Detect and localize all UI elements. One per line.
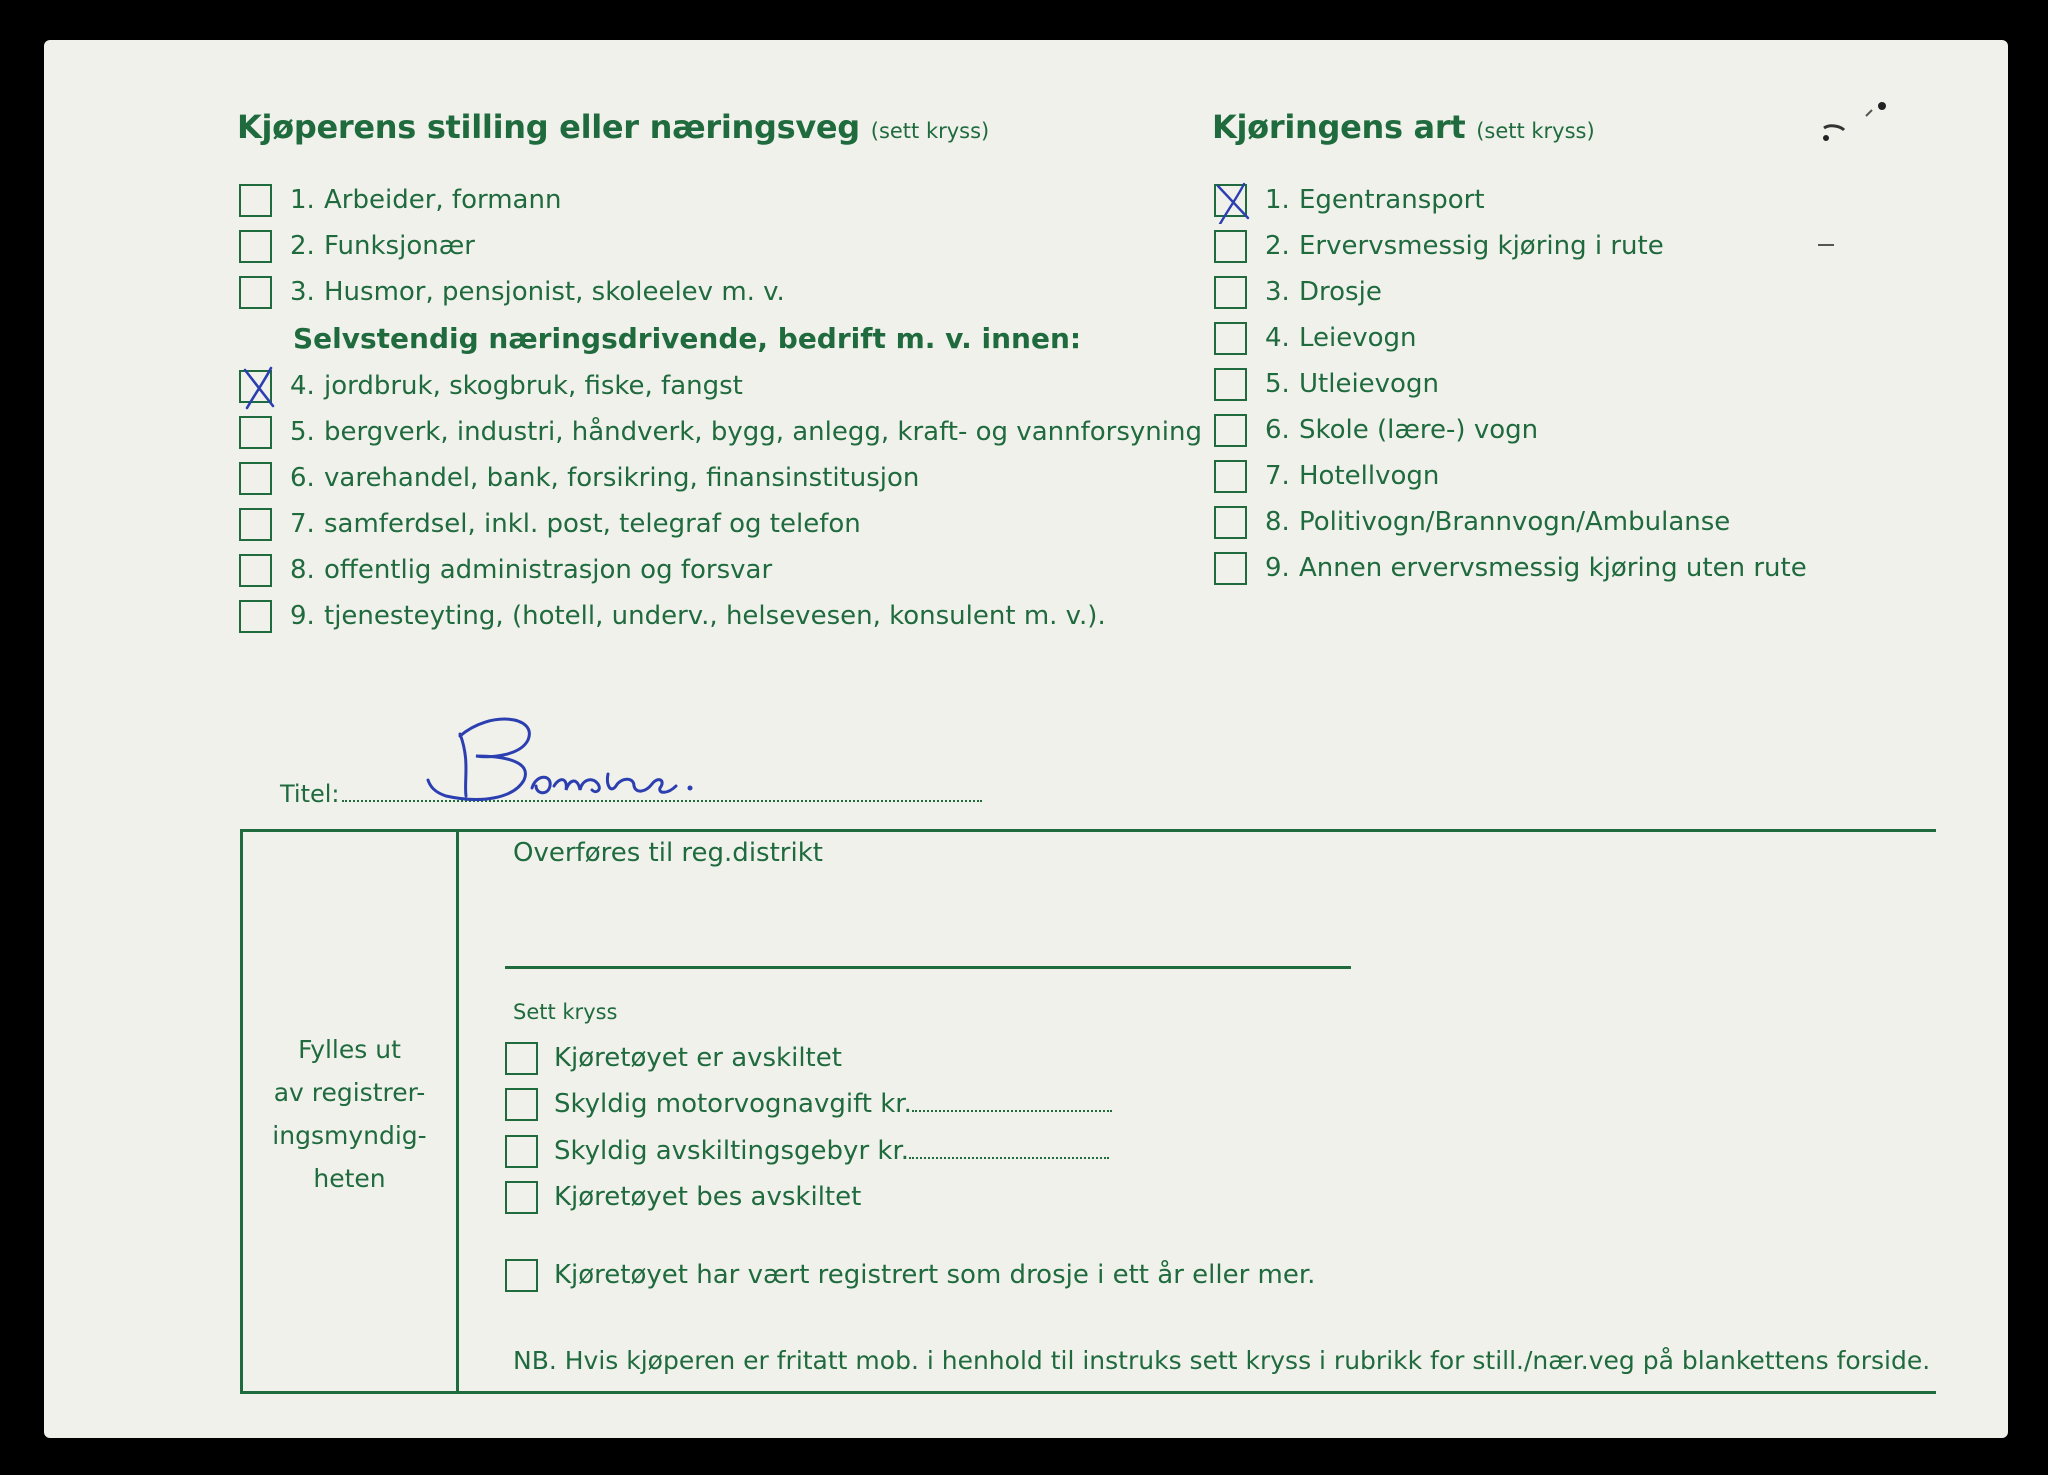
- checkbox-checked[interactable]: [1214, 184, 1247, 217]
- option-label: Kjøretøyet er avskiltet: [554, 1043, 842, 1073]
- checkbox[interactable]: [1214, 276, 1247, 309]
- checkbox[interactable]: [239, 230, 272, 263]
- option-label: 9. Annen ervervsmessig kjøring uten rute: [1265, 553, 1807, 583]
- option-label: 3. Drosje: [1265, 277, 1382, 307]
- registry-check-deregistered[interactable]: [505, 1039, 842, 1077]
- driving-option-3[interactable]: [1214, 273, 1382, 311]
- occupation-option-2[interactable]: [239, 227, 475, 265]
- registry-check-plate-fee[interactable]: [505, 1132, 1109, 1170]
- driving-option-4[interactable]: [1214, 319, 1417, 357]
- checkbox[interactable]: [505, 1181, 538, 1214]
- registry-side-label: [243, 1028, 456, 1200]
- driving-option-6[interactable]: [1214, 411, 1538, 449]
- registry-check-taxi-history[interactable]: [505, 1256, 1315, 1294]
- checkbox[interactable]: [1214, 322, 1247, 355]
- ink-blot-mark: [1820, 98, 1900, 148]
- transfer-district-line[interactable]: [505, 966, 1351, 969]
- checkbox[interactable]: [239, 600, 272, 633]
- handwritten-x-mark-icon: [239, 366, 279, 410]
- amount-dotted-line: [909, 1141, 1109, 1159]
- checkbox[interactable]: [239, 184, 272, 217]
- option-label: 6. varehandel, bank, forsikring, finansinstitusjon: [290, 463, 920, 493]
- driving-option-5[interactable]: [1214, 365, 1439, 403]
- option-label: Skyldig avskiltingsgebyr kr.: [554, 1136, 1109, 1166]
- sett-kryss-label: Sett kryss: [513, 1000, 618, 1024]
- occupation-title-text: Kjøperens stilling eller næringsveg: [237, 108, 860, 146]
- side-label-line: ingsmyndig-: [272, 1121, 427, 1150]
- registry-check-request-deregister[interactable]: [505, 1178, 861, 1216]
- occupation-option-1[interactable]: [239, 181, 561, 219]
- side-label-line: heten: [313, 1164, 386, 1193]
- occupation-option-6[interactable]: [239, 459, 919, 497]
- checkbox[interactable]: [505, 1135, 538, 1168]
- occupation-option-5[interactable]: [239, 413, 1202, 451]
- option-label: 6. Skole (lære-) vogn: [1265, 415, 1539, 445]
- checkbox[interactable]: [505, 1042, 538, 1075]
- panel-divider: [456, 832, 459, 1391]
- checkbox[interactable]: [1214, 368, 1247, 401]
- option-label: 1. Egentransport: [1265, 185, 1485, 215]
- driving-type-section-title: [1212, 108, 1595, 146]
- option-label: 2. Ervervsmessig kjøring i rute: [1265, 231, 1664, 261]
- checkbox[interactable]: [239, 416, 272, 449]
- transfer-district-label: Overføres til reg.distrikt: [513, 838, 823, 868]
- driving-type-title-text: Kjøringens art: [1212, 108, 1466, 146]
- option-label: 7. samferdsel, inkl. post, telegraf og telefon: [290, 509, 861, 539]
- nb-note: NB. Hvis kjøperen er fritatt mob. i henhold til instruks sett kryss i rubrikk for still./nær.veg på blankettens forside.: [513, 1346, 1931, 1375]
- driving-option-2[interactable]: [1214, 227, 1664, 265]
- option-label: 4. jordbruk, skogbruk, fiske, fangst: [290, 371, 743, 401]
- checkbox[interactable]: [1214, 460, 1247, 493]
- driving-option-7[interactable]: [1214, 457, 1439, 495]
- occupation-section-title: [237, 108, 989, 146]
- amount-dotted-line: [912, 1094, 1112, 1112]
- driving-option-1[interactable]: [1214, 181, 1485, 219]
- occupation-option-3[interactable]: [239, 273, 785, 311]
- registry-check-motor-tax[interactable]: [505, 1085, 1112, 1123]
- driving-option-9[interactable]: [1214, 549, 1807, 587]
- checkbox[interactable]: [1214, 552, 1247, 585]
- titel-label: Titel:: [280, 780, 340, 808]
- checkbox-checked[interactable]: [239, 370, 272, 403]
- occupation-option-9[interactable]: [239, 597, 1106, 635]
- handwritten-titel-value: [420, 700, 780, 810]
- occupation-option-4[interactable]: [239, 367, 743, 405]
- occupation-option-8[interactable]: [239, 551, 772, 589]
- option-label: 5. Utleievogn: [1265, 369, 1439, 399]
- occupation-title-note: (sett kryss): [870, 119, 990, 143]
- option-label: 1. Arbeider, formann: [290, 185, 562, 215]
- driving-option-8[interactable]: [1214, 503, 1730, 541]
- checkbox[interactable]: [239, 508, 272, 541]
- driving-type-title-note: (sett kryss): [1476, 119, 1595, 143]
- checkbox[interactable]: [505, 1088, 538, 1121]
- option-label: 8. offentlig administrasjon og forsvar: [290, 555, 773, 585]
- checkbox[interactable]: [1214, 230, 1247, 263]
- option-label: Kjøretøyet bes avskiltet: [554, 1182, 862, 1212]
- option-label: 8. Politivogn/Brannvogn/Ambulanse: [1265, 507, 1731, 537]
- option-label: Skyldig motorvognavgift kr.: [554, 1089, 1112, 1119]
- stray-mark: [1818, 244, 1834, 246]
- checkbox[interactable]: [1214, 414, 1247, 447]
- side-label-line: av registrer-: [273, 1078, 426, 1107]
- option-label: 2. Funksjonær: [290, 231, 475, 261]
- option-label: 7. Hotellvogn: [1265, 461, 1440, 491]
- handwritten-x-mark-icon: [1214, 180, 1254, 224]
- checkbox[interactable]: [1214, 506, 1247, 539]
- checkbox[interactable]: [239, 554, 272, 587]
- form-sheet: [44, 40, 2008, 1438]
- checkbox[interactable]: [505, 1259, 538, 1292]
- occupation-option-7[interactable]: [239, 505, 861, 543]
- option-label: 5. bergverk, industri, håndverk, bygg, anlegg, kraft- og vannforsyning: [290, 417, 1202, 447]
- option-label: 9. tjenesteyting, (hotell, underv., helsevesen, konsulent m. v.).: [290, 601, 1106, 631]
- checkbox[interactable]: [239, 276, 272, 309]
- option-label: 3. Husmor, pensjonist, skoleelev m. v.: [290, 277, 785, 307]
- self-employed-subheading: Selvstendig næringsdrivende, bedrift m. v. innen:: [293, 322, 1082, 355]
- side-label-line: Fylles ut: [298, 1035, 401, 1064]
- registry-authority-panel: [240, 829, 1936, 1394]
- option-label: Kjøretøyet har vært registrert som drosje i ett år eller mer.: [554, 1260, 1316, 1290]
- option-label: 4. Leievogn: [1265, 323, 1417, 353]
- checkbox[interactable]: [239, 462, 272, 495]
